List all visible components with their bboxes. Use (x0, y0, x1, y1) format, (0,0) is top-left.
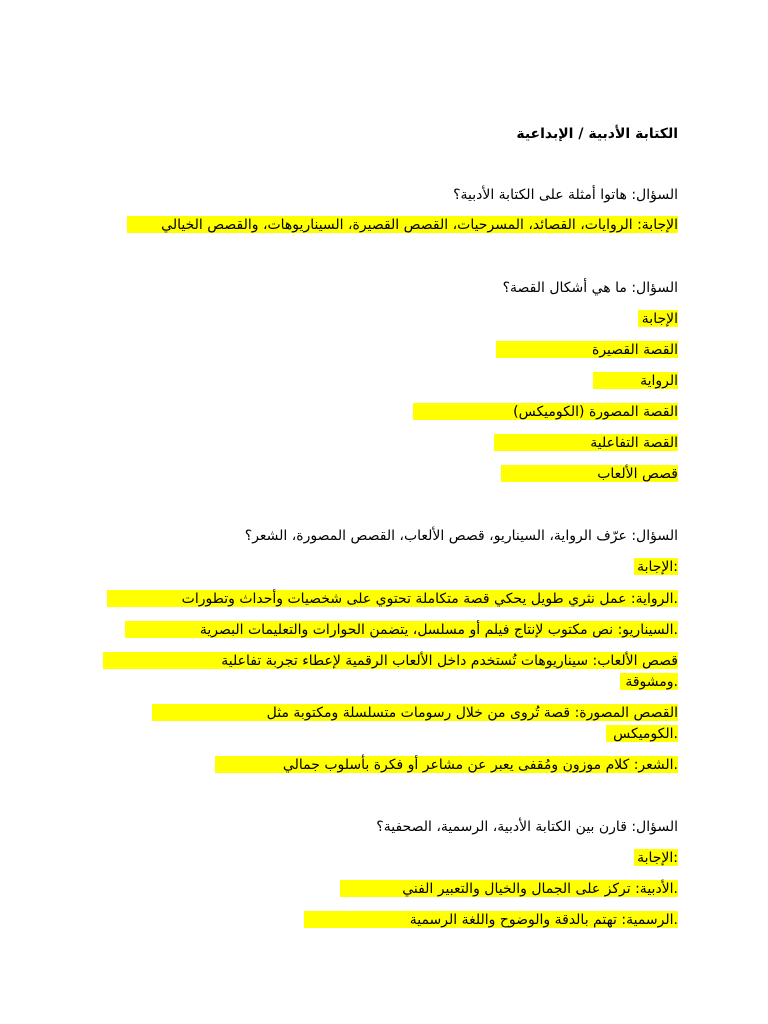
answer-3-item: .الكوميكس (613, 726, 678, 742)
answer-3-item: .الرواية: عمل نثري طويل يحكي قصة متكاملة تحتوي على شخصيات وأحداث وتطورات (181, 591, 678, 607)
answer-3-label: :الإجابة (637, 559, 678, 575)
answer-3-item: .السيناريو: نص مكتوب لإنتاج فيلم أو مسلسل، يتضمن الحوارات والتعليمات البصرية (199, 622, 678, 638)
answer-2-item: الرواية (640, 373, 678, 389)
question-2: السؤال: ما هي أشكال القصة؟ (502, 280, 678, 296)
answer-2-label: الإجابة (641, 311, 678, 327)
answer-3-item: .الشعر: كلام موزون ومُقفى يعبر عن مشاعر أو فكرة بأسلوب جمالي (282, 757, 678, 773)
answer-2-item: قصص الألعاب (597, 466, 678, 482)
question-4: السؤال: قارن بين الكتابة الأدبية، الرسمية، الصحفية؟ (376, 819, 678, 835)
question-1: السؤال: هاتوا أمثلة على الكتابة الأدبية؟ (453, 187, 678, 203)
question-3: السؤال: عرّف الرواية، السيناريو، قصص الألعاب، القصص المصورة، الشعر؟ (244, 528, 678, 544)
document-title: الكتابة الأدبية / الإبداعية (516, 126, 678, 142)
answer-4-label: :الإجابة (637, 850, 678, 866)
answer-1: الإجابة: الروايات، القصائد، المسرحيات، القصص القصيرة، السيناريوهات، والقصص الخيالي (161, 217, 678, 233)
answer-3-item: القصص المصورة: قصة تُروى من خلال رسومات متسلسلة ومكتوبة مثل (266, 705, 678, 721)
answer-4-item: .الأدبية: تركز على الجمال والخيال والتعبير الفني (402, 881, 678, 897)
answer-3-item: قصص الألعاب: سيناريوهات تُستخدم داخل الألعاب الرقمية لإعطاء تجربة تفاعلية (221, 653, 678, 669)
answer-2-item: القصة التفاعلية (590, 435, 678, 451)
answer-3-item: .ومشوقة (625, 674, 678, 690)
answer-4-item: .الرسمية: تهتم بالدقة والوضوح واللغة الرسمية (409, 912, 678, 928)
answer-2-item: القصة المصورة (الكوميكس) (513, 404, 678, 420)
answer-2-item: القصة القصيرة (592, 342, 678, 358)
